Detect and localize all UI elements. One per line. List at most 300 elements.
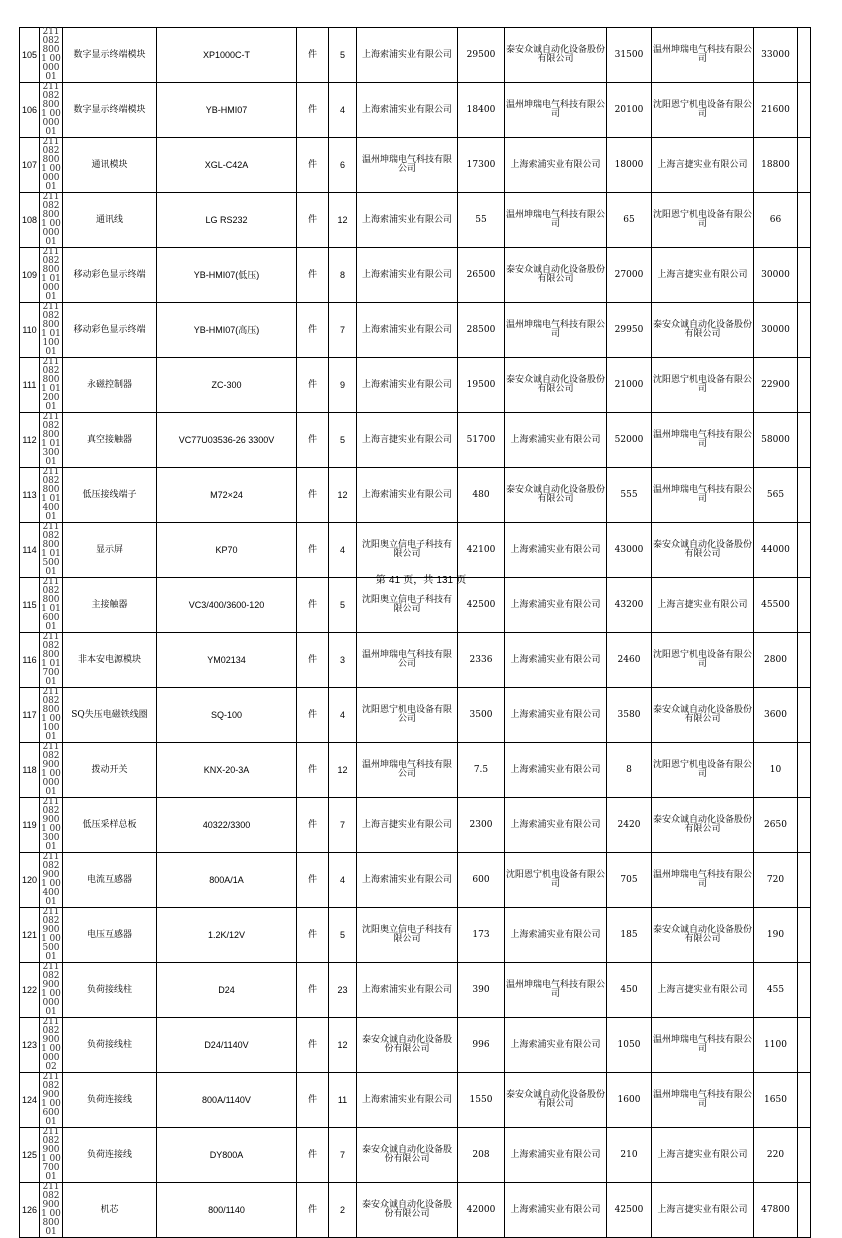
quantity-cell: 12: [329, 193, 357, 248]
item-number-cell: 105: [20, 28, 40, 83]
item-name-cell: 负荷连接线: [63, 1128, 157, 1183]
blank-cell: [798, 303, 811, 358]
price-2-cell: 65: [607, 193, 652, 248]
price-3-cell: 45500: [754, 578, 798, 633]
price-1-cell: 29500: [458, 28, 505, 83]
price-1-cell: 600: [458, 853, 505, 908]
quantity-cell: 3: [329, 633, 357, 688]
item-name-cell: 移动彩色显示终端: [63, 303, 157, 358]
item-number-cell: 117: [20, 688, 40, 743]
item-number-cell: 110: [20, 303, 40, 358]
price-1-cell: 42000: [458, 1183, 505, 1238]
supplier-2-cell: 上海索浦实业有限公司: [505, 1183, 607, 1238]
supplier-2-cell: 泰安众诚自动化设备股份有限公司: [505, 28, 607, 83]
price-2-cell: 450: [607, 963, 652, 1018]
model-spec-cell: 800A/1140V: [157, 1073, 297, 1128]
model-spec-cell: KP70: [157, 523, 297, 578]
unit-cell: 件: [297, 743, 329, 798]
supplier-1-cell: 沈阳奥立信电子科技有限公司: [357, 578, 458, 633]
price-3-cell: 220: [754, 1128, 798, 1183]
model-spec-cell: ZC-300: [157, 358, 297, 413]
material-code-cell: 2110829001 0080001: [41, 1182, 61, 1237]
price-1-cell: 7.5: [458, 743, 505, 798]
page-footer: [0, 571, 842, 586]
supplier-3-cell: 温州坤瑞电气科技有限公司: [652, 1018, 754, 1073]
footer-suffix: 页: [456, 575, 467, 586]
quantity-cell: 5: [329, 578, 357, 633]
model-spec-cell: 800/1140: [157, 1183, 297, 1238]
supplier-3-cell: 沈阳恩宁机电设备有限公司: [652, 358, 754, 413]
supplier-2-cell: 上海索浦实业有限公司: [505, 138, 607, 193]
item-name-cell: 移动彩色显示终端: [63, 248, 157, 303]
supplier-3-cell: 温州坤瑞电气科技有限公司: [652, 468, 754, 523]
supplier-1-cell: 温州坤瑞电气科技有限公司: [357, 138, 458, 193]
quantity-cell: 4: [329, 853, 357, 908]
price-1-cell: 42500: [458, 578, 505, 633]
table-row: [20, 908, 811, 963]
item-number-cell: 114: [20, 523, 40, 578]
model-spec-cell: D24: [157, 963, 297, 1018]
price-1-cell: 996: [458, 1018, 505, 1073]
quantity-cell: 7: [329, 798, 357, 853]
supplier-1-cell: 上海言捷实业有限公司: [357, 798, 458, 853]
material-code-cell: 2110828001 0010001: [41, 687, 61, 742]
supplier-3-cell: 泰安众诚自动化设备股份有限公司: [652, 908, 754, 963]
item-number-cell: 126: [20, 1183, 40, 1238]
model-spec-cell: KNX-20-3A: [157, 743, 297, 798]
supplier-2-cell: 泰安众诚自动化设备股份有限公司: [505, 468, 607, 523]
quantity-cell: 2: [329, 1183, 357, 1238]
supplier-3-cell: 泰安众诚自动化设备股份有限公司: [652, 798, 754, 853]
blank-cell: [798, 963, 811, 1018]
supplier-2-cell: 温州坤瑞电气科技有限公司: [505, 303, 607, 358]
quantity-cell: 5: [329, 908, 357, 963]
quantity-cell: 7: [329, 303, 357, 358]
item-name-cell: 低压接线端子: [63, 468, 157, 523]
material-code-cell: 2110829001 0050001: [41, 907, 61, 962]
price-3-cell: 10: [754, 743, 798, 798]
item-name-cell: 显示屏: [63, 523, 157, 578]
supplier-1-cell: 上海索浦实业有限公司: [357, 963, 458, 1018]
model-spec-cell: LG RS232: [157, 193, 297, 248]
item-number-cell: 119: [20, 798, 40, 853]
total-page-number: 131: [436, 575, 454, 586]
unit-cell: 件: [297, 688, 329, 743]
supplier-3-cell: 上海言捷实业有限公司: [652, 963, 754, 1018]
supplier-2-cell: 上海索浦实业有限公司: [505, 578, 607, 633]
price-1-cell: 18400: [458, 83, 505, 138]
quantity-cell: 12: [329, 468, 357, 523]
price-2-cell: 27000: [607, 248, 652, 303]
supplier-3-cell: 温州坤瑞电气科技有限公司: [652, 853, 754, 908]
price-1-cell: 51700: [458, 413, 505, 468]
item-name-cell: 非本安电源模块: [63, 633, 157, 688]
table-row: [20, 83, 811, 138]
price-2-cell: 555: [607, 468, 652, 523]
current-page-number: 41: [388, 575, 401, 586]
price-2-cell: 52000: [607, 413, 652, 468]
model-spec-cell: YB-HMI07(低压): [157, 248, 297, 303]
blank-cell: [798, 468, 811, 523]
supplier-3-cell: 温州坤瑞电气科技有限公司: [652, 413, 754, 468]
table-row: [20, 798, 811, 853]
unit-cell: 件: [297, 248, 329, 303]
supplier-3-cell: 上海言捷实业有限公司: [652, 1128, 754, 1183]
supplier-3-cell: 温州坤瑞电气科技有限公司: [652, 1073, 754, 1128]
price-2-cell: 43200: [607, 578, 652, 633]
item-name-cell: 负荷接线柱: [63, 1018, 157, 1073]
item-name-cell: 通讯模块: [63, 138, 157, 193]
price-1-cell: 19500: [458, 358, 505, 413]
blank-cell: [798, 83, 811, 138]
blank-cell: [798, 908, 811, 963]
blank-cell: [798, 688, 811, 743]
supplier-1-cell: 上海索浦实业有限公司: [357, 358, 458, 413]
item-number-cell: 115: [20, 578, 40, 633]
supplier-1-cell: 温州坤瑞电气科技有限公司: [357, 743, 458, 798]
price-1-cell: 3500: [458, 688, 505, 743]
table-row: [20, 358, 811, 413]
table-row: [20, 1073, 811, 1128]
supplier-1-cell: 上海索浦实业有限公司: [357, 248, 458, 303]
model-spec-cell: XP1000C-T: [157, 28, 297, 83]
unit-cell: 件: [297, 798, 329, 853]
supplier-3-cell: 沈阳恩宁机电设备有限公司: [652, 193, 754, 248]
model-spec-cell: SQ-100: [157, 688, 297, 743]
model-spec-cell: YB-HMI07(高压): [157, 303, 297, 358]
supplier-2-cell: 上海索浦实业有限公司: [505, 798, 607, 853]
model-spec-cell: XGL-C42A: [157, 138, 297, 193]
price-2-cell: 2420: [607, 798, 652, 853]
unit-cell: 件: [297, 578, 329, 633]
unit-cell: 件: [297, 193, 329, 248]
supplier-2-cell: 温州坤瑞电气科技有限公司: [505, 963, 607, 1018]
supplier-1-cell: 泰安众诚自动化设备股份有限公司: [357, 1018, 458, 1073]
blank-cell: [798, 1018, 811, 1073]
material-code-cell: 2110828001 0170001: [41, 632, 61, 687]
unit-cell: 件: [297, 413, 329, 468]
item-number-cell: 123: [20, 1018, 40, 1073]
unit-cell: 件: [297, 358, 329, 413]
price-1-cell: 1550: [458, 1073, 505, 1128]
price-2-cell: 18000: [607, 138, 652, 193]
item-name-cell: 负荷连接线: [63, 1073, 157, 1128]
unit-cell: 件: [297, 28, 329, 83]
unit-cell: 件: [297, 633, 329, 688]
price-2-cell: 3580: [607, 688, 652, 743]
table-row: [20, 743, 811, 798]
price-3-cell: 47800: [754, 1183, 798, 1238]
item-name-cell: 数字显示终端模块: [63, 83, 157, 138]
item-number-cell: 112: [20, 413, 40, 468]
blank-cell: [798, 28, 811, 83]
supplier-1-cell: 上海索浦实业有限公司: [357, 303, 458, 358]
quantity-cell: 5: [329, 413, 357, 468]
price-2-cell: 29950: [607, 303, 652, 358]
supplier-2-cell: 温州坤瑞电气科技有限公司: [505, 193, 607, 248]
supplier-2-cell: 温州坤瑞电气科技有限公司: [505, 83, 607, 138]
blank-cell: [798, 1073, 811, 1128]
supplier-2-cell: 沈阳恩宁机电设备有限公司: [505, 853, 607, 908]
table-body: [20, 28, 811, 1238]
price-3-cell: 18800: [754, 138, 798, 193]
blank-cell: [798, 1183, 811, 1238]
item-name-cell: 主接触器: [63, 578, 157, 633]
quantity-cell: 12: [329, 1018, 357, 1073]
quantity-cell: 12: [329, 743, 357, 798]
price-3-cell: 720: [754, 853, 798, 908]
supplier-1-cell: 温州坤瑞电气科技有限公司: [357, 633, 458, 688]
table-row: [20, 523, 811, 578]
supplier-2-cell: 上海索浦实业有限公司: [505, 523, 607, 578]
material-code-cell: 2110828001 0130001: [41, 412, 61, 467]
price-2-cell: 42500: [607, 1183, 652, 1238]
quantity-cell: 5: [329, 28, 357, 83]
price-3-cell: 455: [754, 963, 798, 1018]
supplier-1-cell: 上海索浦实业有限公司: [357, 468, 458, 523]
price-3-cell: 1650: [754, 1073, 798, 1128]
price-1-cell: 390: [458, 963, 505, 1018]
table-row: [20, 1183, 811, 1238]
supplier-2-cell: 泰安众诚自动化设备股份有限公司: [505, 248, 607, 303]
price-3-cell: 2650: [754, 798, 798, 853]
price-1-cell: 28500: [458, 303, 505, 358]
supplier-1-cell: 泰安众诚自动化设备股份有限公司: [357, 1183, 458, 1238]
footer-prefix: 第: [375, 575, 386, 586]
material-code-cell: 2110828001 0100001: [41, 247, 61, 302]
price-2-cell: 1050: [607, 1018, 652, 1073]
price-2-cell: 43000: [607, 523, 652, 578]
item-name-cell: 永磁控制器: [63, 358, 157, 413]
supplier-1-cell: 泰安众诚自动化设备股份有限公司: [357, 1128, 458, 1183]
supplier-2-cell: 泰安众诚自动化设备股份有限公司: [505, 1073, 607, 1128]
supplier-1-cell: 沈阳奥立信电子科技有限公司: [357, 908, 458, 963]
price-2-cell: 20100: [607, 83, 652, 138]
unit-cell: 件: [297, 1018, 329, 1073]
item-number-cell: 106: [20, 83, 40, 138]
price-2-cell: 185: [607, 908, 652, 963]
quantity-cell: 11: [329, 1073, 357, 1128]
item-name-cell: 数字显示终端模块: [63, 28, 157, 83]
supplier-1-cell: 上海索浦实业有限公司: [357, 1073, 458, 1128]
supplier-3-cell: 温州坤瑞电气科技有限公司: [652, 28, 754, 83]
price-3-cell: 58000: [754, 413, 798, 468]
model-spec-cell: YM02134: [157, 633, 297, 688]
supplier-3-cell: 沈阳恩宁机电设备有限公司: [652, 633, 754, 688]
supplier-2-cell: 泰安众诚自动化设备股份有限公司: [505, 358, 607, 413]
supplier-1-cell: 上海索浦实业有限公司: [357, 193, 458, 248]
supplier-2-cell: 上海索浦实业有限公司: [505, 1128, 607, 1183]
material-code-cell: 2110829001 0060001: [41, 1072, 61, 1127]
item-number-cell: 109: [20, 248, 40, 303]
model-spec-cell: YB-HMI07: [157, 83, 297, 138]
price-3-cell: 190: [754, 908, 798, 963]
item-name-cell: 负荷接线柱: [63, 963, 157, 1018]
price-1-cell: 55: [458, 193, 505, 248]
supplier-3-cell: 泰安众诚自动化设备股份有限公司: [652, 523, 754, 578]
item-name-cell: 低压采样总板: [63, 798, 157, 853]
supplier-3-cell: 泰安众诚自动化设备股份有限公司: [652, 688, 754, 743]
table-row: [20, 963, 811, 1018]
supplier-2-cell: 上海索浦实业有限公司: [505, 413, 607, 468]
material-code-cell: 2110828001 0110001: [41, 302, 61, 357]
model-spec-cell: DY800A: [157, 1128, 297, 1183]
price-3-cell: 3600: [754, 688, 798, 743]
price-3-cell: 565: [754, 468, 798, 523]
material-code-cell: 2110829001 0000001: [41, 962, 61, 1017]
item-name-cell: 电压互感器: [63, 908, 157, 963]
item-name-cell: 电流互感器: [63, 853, 157, 908]
model-spec-cell: VC77U03536-26 3300V: [157, 413, 297, 468]
price-1-cell: 2336: [458, 633, 505, 688]
supplier-3-cell: 上海言捷实业有限公司: [652, 578, 754, 633]
item-name-cell: 通讯线: [63, 193, 157, 248]
quantity-cell: 4: [329, 523, 357, 578]
price-1-cell: 42100: [458, 523, 505, 578]
supplier-3-cell: 上海言捷实业有限公司: [652, 138, 754, 193]
model-spec-cell: 800A/1A: [157, 853, 297, 908]
unit-cell: 件: [297, 303, 329, 358]
item-name-cell: 拨动开关: [63, 743, 157, 798]
supplier-1-cell: 沈阳恩宁机电设备有限公司: [357, 688, 458, 743]
price-3-cell: 30000: [754, 248, 798, 303]
item-number-cell: 124: [20, 1073, 40, 1128]
model-spec-cell: VC3/400/3600-120: [157, 578, 297, 633]
table-row: [20, 303, 811, 358]
price-3-cell: 22900: [754, 358, 798, 413]
material-code-cell: 2110828001 0000001: [41, 82, 61, 137]
supplier-2-cell: 上海索浦实业有限公司: [505, 633, 607, 688]
item-number-cell: 116: [20, 633, 40, 688]
model-spec-cell: M72×24: [157, 468, 297, 523]
quantity-cell: 6: [329, 138, 357, 193]
price-1-cell: 26500: [458, 248, 505, 303]
unit-cell: 件: [297, 908, 329, 963]
material-code-cell: 2110829001 0070001: [41, 1127, 61, 1182]
supplier-3-cell: 上海言捷实业有限公司: [652, 1183, 754, 1238]
price-3-cell: 30000: [754, 303, 798, 358]
blank-cell: [798, 523, 811, 578]
table-row: [20, 1018, 811, 1073]
blank-cell: [798, 798, 811, 853]
price-2-cell: 1600: [607, 1073, 652, 1128]
material-code-cell: 2110828001 0160001: [41, 577, 61, 632]
model-spec-cell: 1.2K/12V: [157, 908, 297, 963]
supplier-3-cell: 上海言捷实业有限公司: [652, 248, 754, 303]
quantity-cell: 9: [329, 358, 357, 413]
item-number-cell: 118: [20, 743, 40, 798]
unit-cell: 件: [297, 1073, 329, 1128]
model-spec-cell: 40322/3300: [157, 798, 297, 853]
unit-cell: 件: [297, 1183, 329, 1238]
supplier-2-cell: 上海索浦实业有限公司: [505, 688, 607, 743]
supplier-3-cell: 沈阳恩宁机电设备有限公司: [652, 743, 754, 798]
blank-cell: [798, 633, 811, 688]
quantity-cell: 7: [329, 1128, 357, 1183]
price-3-cell: 33000: [754, 28, 798, 83]
price-3-cell: 66: [754, 193, 798, 248]
supplier-1-cell: 上海索浦实业有限公司: [357, 28, 458, 83]
table-row: [20, 468, 811, 523]
supplier-2-cell: 上海索浦实业有限公司: [505, 743, 607, 798]
unit-cell: 件: [297, 138, 329, 193]
unit-cell: 件: [297, 1128, 329, 1183]
price-comparison-table: [19, 27, 811, 1238]
material-code-cell: 2110829001 0000002: [41, 1017, 61, 1072]
material-code-cell: 2110828001 0140001: [41, 467, 61, 522]
item-name-cell: 机芯: [63, 1183, 157, 1238]
blank-cell: [798, 413, 811, 468]
table-row: [20, 1128, 811, 1183]
model-spec-cell: D24/1140V: [157, 1018, 297, 1073]
price-1-cell: 173: [458, 908, 505, 963]
price-3-cell: 44000: [754, 523, 798, 578]
item-name-cell: 真空接触器: [63, 413, 157, 468]
supplier-1-cell: 上海言捷实业有限公司: [357, 413, 458, 468]
supplier-3-cell: 泰安众诚自动化设备股份有限公司: [652, 303, 754, 358]
price-1-cell: 2300: [458, 798, 505, 853]
quantity-cell: 23: [329, 963, 357, 1018]
item-number-cell: 108: [20, 193, 40, 248]
price-2-cell: 705: [607, 853, 652, 908]
table-row: [20, 193, 811, 248]
item-name-cell: SQ失压电磁铁线圈: [63, 688, 157, 743]
price-3-cell: 1100: [754, 1018, 798, 1073]
supplier-1-cell: 沈阳奥立信电子科技有限公司: [357, 523, 458, 578]
price-3-cell: 2800: [754, 633, 798, 688]
price-1-cell: 480: [458, 468, 505, 523]
blank-cell: [798, 138, 811, 193]
supplier-3-cell: 沈阳恩宁机电设备有限公司: [652, 83, 754, 138]
table-row: [20, 138, 811, 193]
quantity-cell: 4: [329, 688, 357, 743]
quantity-cell: 4: [329, 83, 357, 138]
price-3-cell: 21600: [754, 83, 798, 138]
material-code-cell: 2110828001 0150001: [41, 522, 61, 577]
material-code-cell: 2110828001 0000001: [41, 192, 61, 247]
item-number-cell: 125: [20, 1128, 40, 1183]
table-row: [20, 28, 811, 83]
table-row: [20, 413, 811, 468]
price-2-cell: 31500: [607, 28, 652, 83]
unit-cell: 件: [297, 523, 329, 578]
supplier-1-cell: 上海索浦实业有限公司: [357, 83, 458, 138]
unit-cell: 件: [297, 853, 329, 908]
price-2-cell: 21000: [607, 358, 652, 413]
supplier-2-cell: 上海索浦实业有限公司: [505, 1018, 607, 1073]
blank-cell: [798, 1128, 811, 1183]
blank-cell: [798, 358, 811, 413]
table-row: [20, 688, 811, 743]
supplier-2-cell: 上海索浦实业有限公司: [505, 908, 607, 963]
supplier-1-cell: 上海索浦实业有限公司: [357, 853, 458, 908]
table-row: [20, 248, 811, 303]
item-number-cell: 111: [20, 358, 40, 413]
material-code-cell: 2110828001 0000001: [41, 27, 61, 82]
item-number-cell: 122: [20, 963, 40, 1018]
price-1-cell: 208: [458, 1128, 505, 1183]
blank-cell: [798, 248, 811, 303]
material-code-cell: 2110829001 0000001: [41, 742, 61, 797]
price-1-cell: 17300: [458, 138, 505, 193]
material-code-cell: 2110828001 0000001: [41, 137, 61, 192]
price-2-cell: 210: [607, 1128, 652, 1183]
item-number-cell: 113: [20, 468, 40, 523]
item-number-cell: 121: [20, 908, 40, 963]
table-row: [20, 633, 811, 688]
item-number-cell: 120: [20, 853, 40, 908]
unit-cell: 件: [297, 468, 329, 523]
